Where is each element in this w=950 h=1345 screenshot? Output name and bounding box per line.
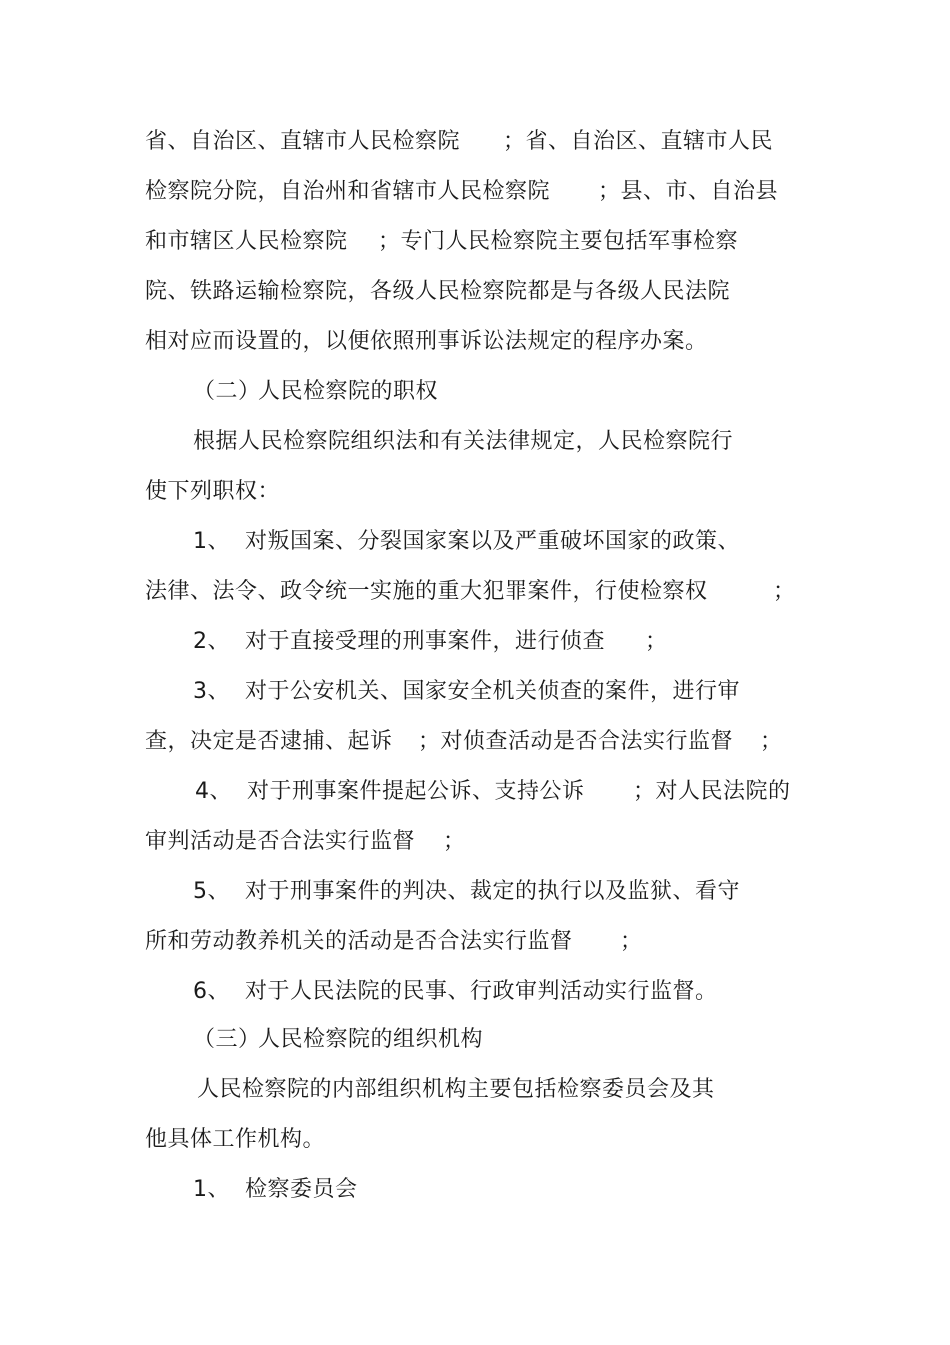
- text-line: [0, 175, 779, 209]
- text-segment: ；对侦查活动是否合法实行监督: [418, 729, 734, 754]
- text-segment: ；县、市、自治县: [598, 179, 779, 204]
- text-segment: 他具体工作机构。: [145, 1127, 326, 1152]
- text-line: [0, 125, 774, 159]
- text-segment: 检察委员会: [245, 1177, 358, 1202]
- section-heading: [0, 375, 439, 409]
- list-item: [0, 525, 741, 559]
- text-line: [0, 925, 643, 959]
- list-item: [0, 775, 791, 809]
- text-segment: 所和劳动教养机关的活动是否合法实行监督: [145, 929, 573, 954]
- text-line: [0, 425, 734, 459]
- text-segment: 对叛国案、分裂国家案以及严重破坏国家的政策、: [245, 529, 741, 554]
- list-number: 5、: [193, 879, 230, 904]
- text-segment: 法律、法令、政令统一实施的重大犯罪案件，行使检察权: [145, 579, 708, 604]
- text-segment: 审判活动是否合法实行监督: [145, 829, 416, 854]
- text-segment: 对于人民法院的民事、行政审判活动实行监督。: [245, 979, 718, 1004]
- text-segment: 对于直接受理的刑事案件，进行侦查: [245, 629, 606, 654]
- list-number: 2、: [193, 629, 230, 654]
- list-item: [0, 675, 741, 709]
- list-number: 6、: [193, 979, 230, 1004]
- text-line: [0, 325, 708, 359]
- text-line: [0, 1123, 326, 1157]
- section-number: （二）: [193, 379, 261, 404]
- text-segment: ；省、自治区、直辖市人民: [503, 129, 774, 154]
- text-segment: 对于刑事案件的判决、裁定的执行以及监狱、看守: [245, 879, 741, 904]
- text-line: [0, 225, 739, 259]
- text-segment: 人民检察院的内部组织机构主要包括检察委员会及其: [197, 1077, 715, 1102]
- text-segment: 检察院分院，自治州和省辖市人民检察院: [145, 179, 551, 204]
- text-segment: 对于公安机关、国家安全机关侦查的案件，进行审: [245, 679, 741, 704]
- text-line: [0, 825, 466, 859]
- text-segment: 根据人民检察院组织法和有关法律规定，人民检察院行: [193, 429, 734, 454]
- list-number: 1、: [193, 529, 230, 554]
- text-segment: 对于刑事案件提起公诉、支持公诉: [247, 779, 585, 804]
- section-number: （三）: [193, 1027, 261, 1052]
- text-segment: 和市辖区人民检察院: [145, 229, 348, 254]
- text-segment: ；专门人民检察院主要包括军事检察: [378, 229, 739, 254]
- section-title: 人民检察院的职权: [258, 379, 439, 404]
- list-number: 4、: [195, 779, 232, 804]
- list-number: 1、: [193, 1177, 230, 1202]
- text-line: [0, 1073, 715, 1107]
- text-segment: 相对应而设置的，以便依照刑事诉讼法规定的程序办案。: [145, 329, 708, 354]
- list-item: [0, 625, 668, 659]
- text-segment: ；对人民法院的: [633, 779, 791, 804]
- text-line: [0, 475, 281, 509]
- text-line: [0, 575, 796, 609]
- text-line: [0, 275, 731, 309]
- section-heading: [0, 1023, 484, 1057]
- list-item: [0, 875, 741, 909]
- text-segment: ；: [620, 929, 643, 954]
- text-segment: ；: [443, 829, 466, 854]
- text-segment: 使下列职权：: [145, 479, 281, 504]
- list-item: [0, 975, 718, 1009]
- text-segment: 查，决定是否逮捕、起诉: [145, 729, 393, 754]
- section-title: 人民检察院的组织机构: [258, 1027, 484, 1052]
- text-segment: ；: [773, 579, 796, 604]
- list-number: 3、: [193, 679, 230, 704]
- list-item: [0, 1173, 358, 1207]
- text-segment: ；: [760, 729, 783, 754]
- text-segment: ；: [645, 629, 668, 654]
- text-segment: 省、自治区、直辖市人民检察院: [145, 129, 461, 154]
- text-line: [0, 725, 783, 759]
- text-segment: 院、铁路运输检察院，各级人民检察院都是与各级人民法院: [145, 279, 731, 304]
